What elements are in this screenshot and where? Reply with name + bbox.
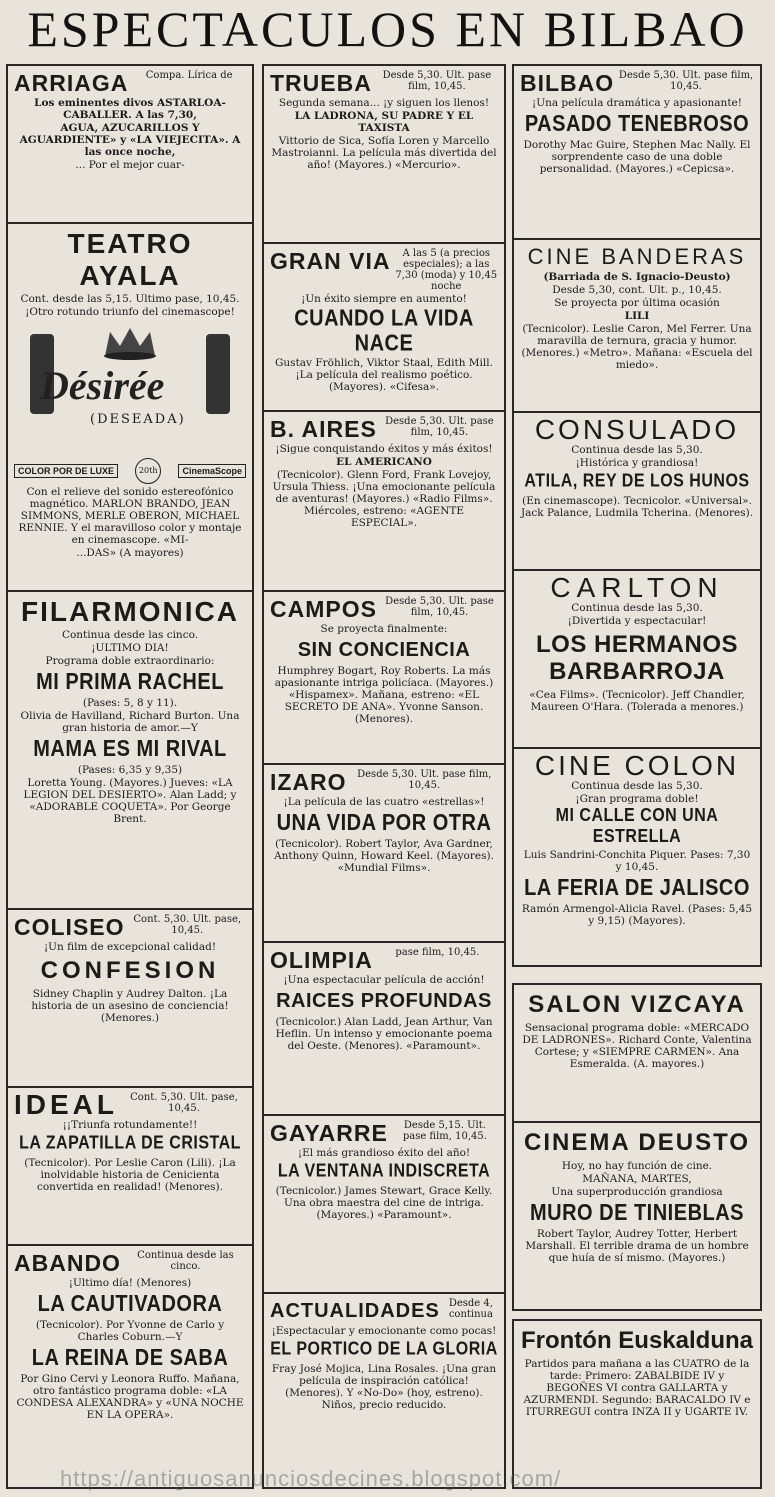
- ad-text: Por Gino Cervi y Leonora Ruffo. Mañana, otro fantástico programa doble: «LA CONDESA ALEXANDRA» y «UNA NOCHE EN LA OPERA».: [16, 1373, 244, 1421]
- theater-name: B. AIRES: [270, 416, 377, 442]
- ad-text: (Pases: 5, 8 y 11).: [82, 697, 178, 709]
- schedule: Continua desde las 5,30.: [571, 602, 703, 614]
- schedule: A las 5 (a precios especiales); a las 7,30 (moda) y 10,45 noche: [395, 248, 498, 292]
- schedule: Cont. 5,30. Ult. pase, 10,45.: [133, 914, 242, 936]
- schedule: pase film, 10,45.: [395, 947, 480, 958]
- film-title: LA VENTANA INDISCRETA: [277, 1161, 491, 1182]
- ad-text: «Cea Films». (Tecnicolor). Jeff Chandler, Maureen O'Hara. (Tolerada a menores.): [529, 689, 745, 713]
- ad-gayarre: [262, 1114, 506, 1294]
- theater-name: ACTUALIDADES: [270, 1300, 440, 1322]
- ad-cine-colon: [512, 747, 762, 967]
- schedule: Desde 5,30. Ult. pase film, 10,45.: [382, 70, 492, 92]
- ad-text: Robert Taylor, Audrey Totter, Herbert Marshall. El terrible drama de un hombre que huía de sí mismo. (Mayores.): [525, 1228, 749, 1264]
- ad-text: ¡Un éxito siempre en aumento!: [301, 293, 467, 305]
- film-title: MI CALLE CON UNA ESTRELLA: [555, 806, 719, 847]
- ad-text: ¡Gran programa doble!: [575, 793, 699, 805]
- ad-text: (Tecnicolor). Por Leslie Caron (Lili). ¡La inolvidable historia de Cenicienta convertida en realidad! (Menores).: [24, 1157, 236, 1193]
- theater-name: OLIMPIA: [270, 947, 373, 973]
- schedule: Desde 5,15. Ult. pase film, 10,45.: [402, 1120, 487, 1142]
- film-title: EL PORTICO DE LA GLORIA: [270, 1339, 498, 1360]
- ad-text: Se proyecta finalmente:: [320, 623, 448, 635]
- ad-text: (Tecnicolor.) James Stewart, Grace Kelly. Una obra maestra del cine de intriga. (Mayores.) «Paramount».: [275, 1185, 493, 1221]
- ad-fronton-euskalduna: [512, 1319, 762, 1489]
- theater-name: CINEMA DEUSTO: [523, 1129, 750, 1156]
- ad-text: Ramón Armengol-Alicia Ravel. (Pases: 5,45 y 9,15) (Mayores).: [521, 903, 753, 927]
- ad-text: Humphrey Bogart, Roy Roberts. La más apasionante intriga policíaca. (Mayores.) «Hispamex». Mañana, estreno: «EL SECRETO DE ANA». Yvonne Sanson. (Menores).: [274, 665, 494, 725]
- ad-text: ¡Una película dramática y apasionante!: [532, 97, 742, 109]
- ad-text: (Barriada de S. Ignacio-Deusto): [543, 271, 731, 283]
- ad-text: Dorothy Mac Guire, Stephen Mac Nally. El sorprendente caso de una doble personalidad. (Mayores.) «Cepicsa».: [523, 139, 751, 175]
- ad-text: Con el relieve del sonido estereofónico magnético. MARLON BRANDO, JEAN SIMMONS, MERLE OBERON, MICHAEL RENNIE. Y el maravilloso color y montaje en cinemascope. «MI-: [18, 486, 242, 546]
- ad-carlton: [512, 569, 762, 749]
- schedule: Desde 5,30, cont. Ult. p., 10,45.: [552, 284, 722, 296]
- ad-b-aires: [262, 410, 506, 592]
- theater-name: ABANDO: [14, 1250, 121, 1276]
- ad-text: Luis Sandrini-Conchita Piquer. Pases: 7,30 y 10,45.: [523, 849, 751, 873]
- theater-name: IDEAL: [14, 1089, 118, 1120]
- schedule: Continua desde las cinco.: [61, 629, 199, 641]
- film-title: PASADO TENEBROSO: [524, 111, 750, 137]
- curtain-shape: [206, 334, 230, 414]
- film-title: LA ZAPATILLA DE CRISTAL: [19, 1133, 241, 1154]
- theater-name: ARRIAGA: [14, 70, 129, 96]
- film-title: LA REINA DE SABA: [31, 1345, 229, 1371]
- page-header: ESPECTACULOS EN BILBAO: [27, 1, 748, 57]
- schedule: Continua desde las 5,30.: [571, 444, 703, 456]
- theater-name: IZARO: [270, 769, 347, 795]
- ad-bilbao: [512, 64, 762, 240]
- ad-text: Loretta Young. (Mayores.) Jueves: «LA LEGION DEL DESIERTO». Alan Ladd; y «ADORABLE COQUETA». Por George Brent.: [23, 777, 237, 825]
- ad-text: Partidos para mañana a las CUATRO de la tarde: Primero: ZABALBIDE IV y BEGOÑES VI contra GALLARTA y AZURMENDI. Segundo: BARACALDO IV e ITURREGUI contra INZA II y UGARTE IV.: [523, 1358, 751, 1418]
- ad-text: ¡Divertida y espectacular!: [567, 615, 707, 627]
- schedule: Continua desde las cinco.: [137, 1250, 234, 1272]
- desiree-poster: [30, 324, 230, 454]
- schedule: Desde 4, continua: [448, 1298, 493, 1320]
- theater-name: BILBAO: [520, 70, 615, 96]
- theater-name: COLISEO: [14, 914, 125, 940]
- theater-name: TEATRO AYALA: [67, 228, 193, 291]
- ad-olimpia: [262, 941, 506, 1116]
- ad-salon-vizcaya: [512, 983, 762, 1123]
- ad-text: ¡Una espectacular película de acción!: [283, 974, 485, 986]
- film-title: EL AMERICANO: [336, 456, 432, 468]
- ad-text: (Tecnicolor). Leslie Caron, Mel Ferrer. Una maravilla de ternura, gracia y humor. (Menores.) «Metro». Mañana: «Escuela del miedo».: [521, 323, 753, 371]
- ad-text: Los eminentes divos ASTARLOA-CABALLER. A las 7,30,: [34, 97, 226, 121]
- ad-text: (Tecnicolor.) Alan Ladd, Jean Arthur, Van Heflin. Un intenso y emocionante poema del Oeste. (Menores). «Paramount».: [275, 1016, 493, 1052]
- film-title: CONFESION: [40, 957, 220, 984]
- film-title: ATILA, REY DE LOS HUNOS: [524, 471, 750, 492]
- theater-name: SALON VIZCAYA: [528, 991, 746, 1018]
- crown-icon: [100, 324, 160, 360]
- ad-text: ¡Un film de excepcional calidad!: [43, 941, 217, 953]
- film-title: MI PRIMA RACHEL: [36, 669, 224, 695]
- film-title: LOS HERMANOS BARBARROJA: [535, 631, 738, 685]
- ad-text: ¡¡Triunfa rotundamente!!: [62, 1119, 198, 1131]
- ad-text: ¡Espectacular y emocionante como pocas!: [271, 1325, 497, 1337]
- ad-text: Programa doble extraordinario:: [45, 655, 215, 667]
- ad-filarmonica: [6, 590, 254, 910]
- film-title: LA FERIA DE JALISCO: [524, 875, 750, 901]
- ad-trueba: [262, 64, 506, 244]
- ad-text: ... Por el mejor cuar-: [75, 159, 185, 171]
- ad-text: Sidney Chaplin y Audrey Dalton. ¡La historia de un asesino de conciencia! (Menores.): [31, 988, 229, 1024]
- theater-name: GAYARRE: [270, 1120, 388, 1146]
- theater-name: FILARMONICA: [21, 596, 239, 627]
- theater-name: CINE BANDERAS: [527, 244, 747, 269]
- film-title: RAICES PROFUNDAS: [276, 990, 492, 1012]
- ad-coliseo: [6, 908, 254, 1088]
- logo-row: [14, 458, 246, 484]
- theater-name: TRUEBA: [270, 70, 372, 96]
- theater-name: CAMPOS: [270, 596, 377, 622]
- watermark-url: https://antiguosanunciosdecines.blogspot.com/: [60, 1466, 562, 1491]
- ad-text: ¡Ultimo día! (Menores): [68, 1277, 192, 1289]
- theater-name: CARLTON: [550, 572, 724, 603]
- film-title: LILI: [624, 310, 650, 322]
- schedule: Continua desde las 5,30.: [571, 780, 703, 792]
- ad-text: (Tecnicolor). Por Yvonne de Carlo y Charles Coburn.—Y: [35, 1319, 225, 1343]
- ad-text: ¡Otro rotundo triunfo del cinemascope!: [25, 306, 235, 318]
- ad-actualidades: [262, 1292, 506, 1489]
- ad-text: Hoy, no hay función de cine.: [561, 1160, 713, 1172]
- fox-logo-icon: 20th: [135, 458, 161, 484]
- ad-consulado: [512, 411, 762, 571]
- ad-arriaga: [6, 64, 254, 224]
- schedule: Desde 5,30. Ult. pase film, 10,45.: [357, 769, 492, 791]
- theater-name: GRAN VIA: [270, 248, 391, 274]
- ad-cinema-deusto: [512, 1121, 762, 1311]
- schedule: Cont. 5,30. Ult. pase, 10,45.: [130, 1092, 238, 1114]
- ad-gran-via: [262, 242, 506, 412]
- ad-campos: [262, 590, 506, 765]
- film-title: MURO DE TINIEBLAS: [529, 1200, 745, 1226]
- schedule: Cont. desde las 5,15. Ultimo pase, 10,45.: [20, 293, 240, 305]
- ad-text: Se proyecta por última ocasión: [554, 297, 720, 309]
- ad-text: ¡La película de las cuatro «estrellas»!: [283, 796, 485, 808]
- schedule: Desde 5,30. Ult. pase film, 10,45.: [385, 416, 494, 438]
- ad-teatro-ayala: [6, 222, 254, 592]
- ad-izaro: [262, 763, 506, 943]
- theater-name: CINE COLON: [534, 750, 740, 781]
- ad-text: Vittorio de Sica, Sofía Loren y Marcello Mastroianni. La película más divertida del año! (Mayores.) «Mercurio».: [271, 135, 497, 171]
- ad-text: (En cinemascope). Tecnicolor. «Universal». Jack Palance, Ludmila Tcherina. (Menores).: [520, 495, 754, 519]
- film-title: UNA VIDA POR OTRA: [276, 810, 492, 836]
- film-title: LA CAUTIVADORA: [37, 1291, 223, 1317]
- ad-text: Una superproducción grandiosa: [551, 1186, 723, 1198]
- schedule: Desde 5,30. Ult. pase film, 10,45.: [618, 70, 754, 92]
- film-title: MAMA ES MI RIVAL: [33, 736, 227, 762]
- ad-text: (Tecnicolor). Glenn Ford, Frank Lovejoy, Ursula Thiess. ¡Una emocionante película de aventuras! (Mayores.) «Radio Films». Miércoles, estreno: «AGENTE ESPECIAL».: [272, 469, 496, 529]
- ad-text: (Tecnicolor). Robert Taylor, Ava Gardner, Anthony Quinn, Howard Keel. (Mayores). «Mundial Films».: [274, 838, 494, 874]
- ad-text: Fray José Mojica, Lina Rosales. ¡Una gran película de inspiración católica! (Menores). Y «No-Do» (hoy, estreno). Niños, precio reducido.: [271, 1363, 497, 1411]
- ad-text: Olivia de Havilland, Richard Burton. Una gran historia de amor.—Y: [20, 710, 240, 734]
- schedule: Compa. Lírica de: [145, 70, 233, 81]
- ad-text: AGUA, AZUCARILLOS Y AGUARDIENTE» y «LA VIEJECITA». A las once noche,: [19, 122, 241, 158]
- schedule: Desde 5,30. Ult. pase film, 10,45.: [385, 596, 494, 618]
- ad-text: Sensacional programa doble: «MERCADO DE LADRONES». Richard Conte, Valentina Cortese; y «SIEMPRE CARMEN». Ana Esmeralda. (A. mayores.): [522, 1022, 752, 1070]
- film-subtitle: (DESEADA): [90, 412, 186, 427]
- cinemascope-logo: CinemaScope: [178, 464, 246, 478]
- ad-abando: [6, 1244, 254, 1489]
- theater-name: CONSULADO: [534, 414, 740, 445]
- film-title: CUANDO LA VIDA NACE: [294, 305, 474, 357]
- ad-text: MAÑANA, MARTES,: [582, 1173, 692, 1185]
- ad-text: Gustav Fröhlich, Viktor Staal, Edith Mill. ¡La película del realismo poético. (Mayores). «Cifesa».: [275, 357, 493, 393]
- ad-text: (Pases: 6,35 y 9,35): [77, 764, 183, 776]
- theater-name: Frontón Euskalduna: [520, 1327, 753, 1354]
- ad-text: ¡Histórica y grandiosa!: [575, 457, 699, 469]
- ad-text: ¡ULTIMO DIA!: [91, 642, 169, 654]
- ad-cine-banderas: [512, 238, 762, 413]
- ad-ideal: [6, 1086, 254, 1246]
- film-title: SIN CONCIENCIA: [297, 639, 471, 661]
- ad-text: Segunda semana... ¡y siguen los llenos!: [278, 97, 490, 109]
- deluxe-logo: COLOR POR DE LUXE: [14, 464, 118, 478]
- ad-text: ...DAS» (A mayores): [76, 547, 184, 559]
- ad-text: ¡Sigue conquistando éxitos y más éxitos!: [275, 443, 493, 455]
- film-title-art: Désirée: [40, 363, 165, 408]
- film-title: LA LADRONA, SU PADRE Y EL TAXISTA: [294, 110, 474, 134]
- ad-text: ¡El más grandioso éxito del año!: [297, 1147, 471, 1159]
